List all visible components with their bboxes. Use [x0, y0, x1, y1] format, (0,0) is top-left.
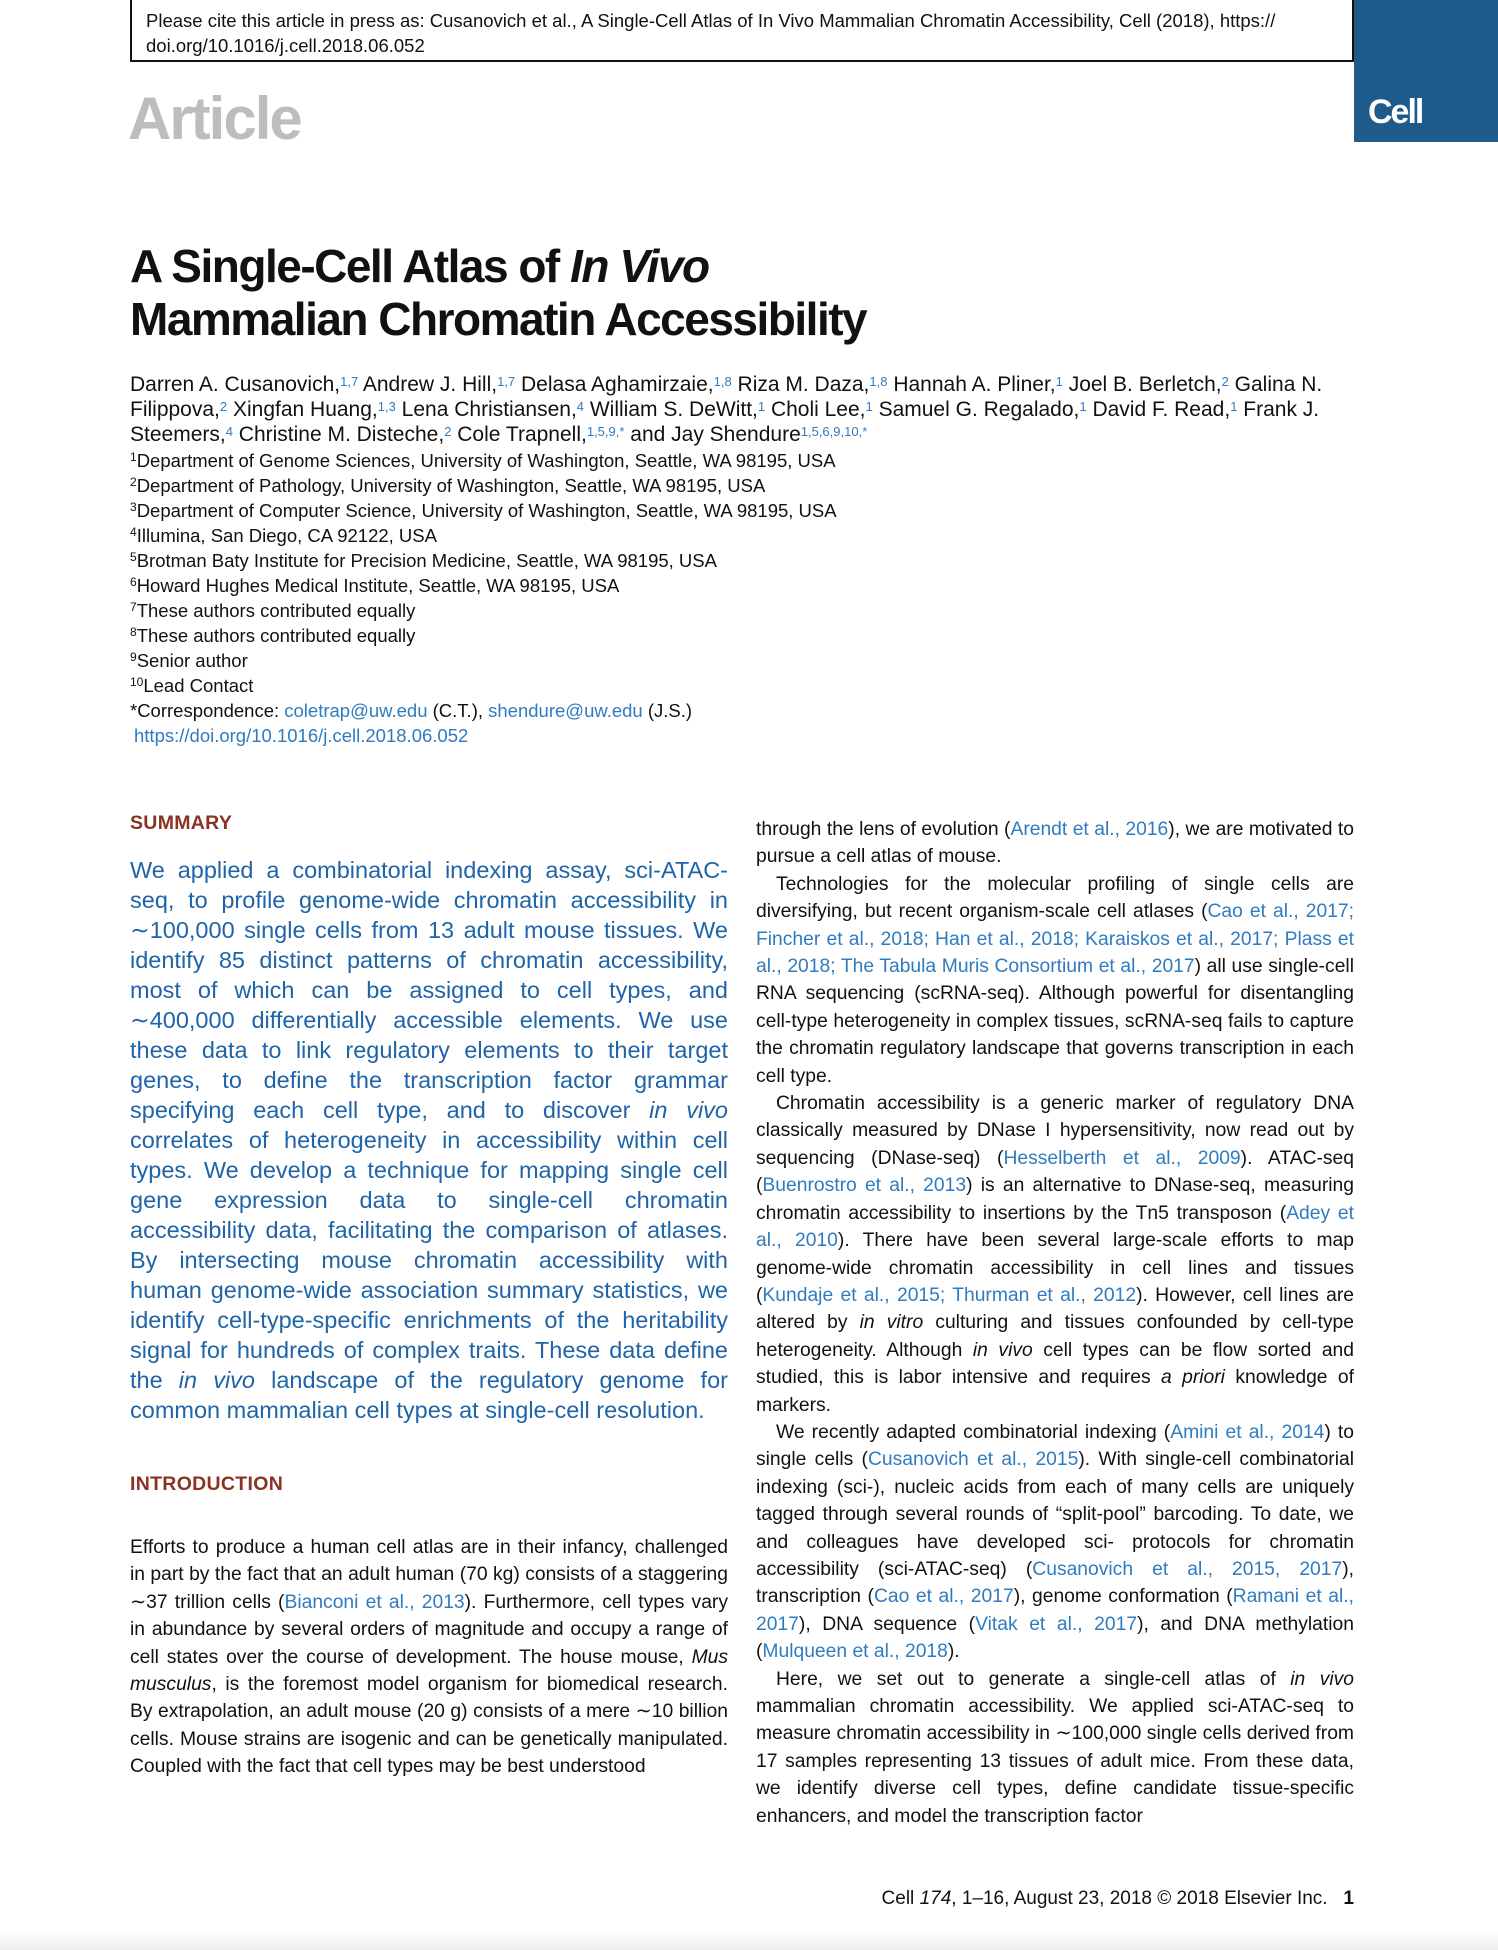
- affiliation-text: Department of Computer Science, University of Washington, Seattle, WA 98195, USA: [136, 500, 837, 521]
- affiliation-item: [130, 598, 1130, 623]
- email-link[interactable]: coletrap@uw.edu: [284, 700, 428, 721]
- affiliation-text: Senior author: [136, 650, 248, 671]
- paper-title: [130, 240, 1330, 346]
- affiliation-text: Department of Genome Sciences, University of Washington, Seattle, WA 98195, USA: [136, 450, 836, 471]
- affiliation-number: 4: [130, 525, 137, 539]
- footer-volume: 174: [919, 1888, 952, 1909]
- body-paragraph: through the lens of evolution (Arendt et al., 2016), we are motivated to pursue a cell atlas of mouse.: [756, 819, 1354, 868]
- author-name: Lena Christiansen,: [401, 398, 577, 421]
- affiliation-list: [130, 448, 1130, 748]
- author-name: Delasa Aghamirzaie,: [521, 373, 714, 396]
- citation-notice: [130, 0, 1354, 62]
- affiliation-item: [130, 548, 1130, 573]
- citation-link[interactable]: Arendt et al., 2016: [1010, 819, 1169, 840]
- citation-link[interactable]: Kundaje et al., 2015; Thurman et al., 2012: [762, 1284, 1137, 1306]
- citation-link[interactable]: Cao et al., 2017; Fincher et al., 2018; Han et al., 2018; Karaiskos et al., 2017; Plass et al., 2018; The Tabula Muris Consortium et al., 2017: [756, 901, 1354, 978]
- affiliation-number: 7: [130, 600, 137, 614]
- citation-doi: doi.org/10.1016/j.cell.2018.06.052: [146, 35, 425, 56]
- introduction-paragraph: Efforts to produce a human cell atlas are in their infancy, challenged in part by the fact that an adult human (70 kg) consists of a staggering ∼37 trillion cells (Bianconi et al., 2013). Furthermore, cell types vary in abundance by several orders of magnitude and occupy a range of cell states over the course of development. The house mouse, Mus musculus, is the foremost model organism for biomedical research. By extrapolation, an adult mouse (20 g) consists of a mere ∼10 billion cells. Mouse strains are isogenic and can be genetically manipulated. Coupled with the fact that cell types may be best understood: [130, 1537, 728, 1778]
- affiliation-text: Illumina, San Diego, CA 92122, USA: [136, 525, 437, 546]
- author-affiliation-marker[interactable]: 2: [444, 424, 452, 439]
- affiliation-item: [130, 573, 1130, 598]
- affiliation-item: [130, 648, 1130, 673]
- footer-details: , 1–16, August 23, 2018 © 2018 Elsevier Inc.: [951, 1888, 1328, 1909]
- citation-link[interactable]: Cusanovich et al., 2015: [867, 1449, 1079, 1471]
- author-affiliation-marker[interactable]: 1,5,6,9,10,*: [800, 424, 868, 439]
- affiliation-text: These authors contributed equally: [136, 600, 416, 621]
- citation-link[interactable]: Bianconi et al., 2013: [284, 1591, 465, 1613]
- author-affiliation-marker[interactable]: 2: [219, 399, 228, 414]
- affiliation-item: [130, 523, 1130, 548]
- citation-link[interactable]: Vitak et al., 2017: [975, 1613, 1138, 1635]
- citation-link[interactable]: Ramani et al., 2017: [756, 1586, 1354, 1635]
- author-name: Cole Trapnell,: [457, 423, 587, 446]
- affiliation-number: 1: [130, 450, 137, 464]
- author-affiliation-marker[interactable]: 1: [1079, 399, 1087, 414]
- author-affiliation-marker[interactable]: 1: [757, 399, 766, 414]
- citation-link[interactable]: Cusanovich et al., 2015, 2017: [1032, 1558, 1343, 1580]
- email-link[interactable]: shendure@uw.edu: [488, 700, 643, 721]
- author-affiliation-marker[interactable]: 1,5,9,*: [586, 424, 625, 439]
- correspondence-initials: (C.T.),: [427, 700, 489, 721]
- affiliation-text: Brotman Baty Institute for Precision Medicine, Seattle, WA 98195, USA: [136, 550, 717, 571]
- citation-link[interactable]: Hesselberth et al., 2009: [1003, 1147, 1241, 1169]
- title-italic: In Vivo: [570, 240, 709, 292]
- author-name: Galina N. Filippova,: [130, 373, 1323, 421]
- author-name: Samuel G. Regalado,: [878, 398, 1080, 421]
- author-affiliation-marker[interactable]: 4: [225, 424, 233, 439]
- author-name: David F. Read,: [1092, 398, 1231, 421]
- citation-link[interactable]: Cao et al., 2017: [873, 1586, 1014, 1608]
- summary-text: We applied a combinatorial indexing assay, sci-ATAC-seq, to profile genome-wide chromatin accessibility in ∼100,000 single cells from 13 adult mouse tissues. We identify 85 distinct patterns of chromatin accessibility, most of which can be assigned to cell types, and ∼400,000 differentially accessible elements. We use these data to link regulatory elements to their target genes, to define the transcription factor grammar specifying each cell type, and to discover in vivo correlates of heterogeneity in accessibility within cell types. We develop a technique for mapping single cell gene expression data to single-cell chromatin accessibility data, facilitating the comparison of atlases. By intersecting mouse chromatin accessibility with human genome-wide association summary statistics, we identify cell-type-specific enrichments of the heritability signal for hundreds of complex traits. These data define the in vivo landscape of the regulatory genome for common mammalian cell types at single-cell resolution.: [130, 857, 728, 1423]
- author-name: Xingfan Huang,: [232, 398, 378, 421]
- left-column: [130, 812, 728, 1781]
- affiliation-number: 6: [130, 575, 137, 589]
- author-affiliation-marker[interactable]: 1,8: [713, 374, 732, 389]
- author-affiliation-marker[interactable]: 1: [1230, 399, 1238, 414]
- citation-text: Please cite this article in press as: Cusanovich et al., A Single-Cell Atlas of In Vivo Mammalian Chromatin Accessibility, Cell (2018), https://: [146, 10, 1276, 31]
- affiliation-number: 3: [130, 500, 137, 514]
- affiliation-text: Department of Pathology, University of Washington, Seattle, WA 98195, USA: [136, 475, 766, 496]
- doi-link[interactable]: https://doi.org/10.1016/j.cell.2018.06.052: [134, 725, 469, 746]
- author-affiliation-marker[interactable]: 1: [865, 399, 873, 414]
- correspondence-label: *Correspondence:: [130, 700, 285, 721]
- body-paragraph: We recently adapted combinatorial indexing (Amini et al., 2014) to single cells (Cusanovich et al., 2015). With single-cell combinatorial indexing (sci-), nucleic acids from each of many cells are uniquely tagged through several rounds of “split-pool” barcoding. To date, we and colleagues have developed sci- protocols for chromatin accessibility (sci-ATAC-seq) (Cusanovich et al., 2015, 2017), transcription (Cao et al., 2017), genome conformation (Ramani et al., 2017), DNA sequence (Vitak et al., 2017), and DNA methylation (Mulqueen et al., 2018).: [756, 1421, 1355, 1663]
- author-name: William S. DeWitt,: [589, 398, 758, 421]
- correspondence-initials: (J.S.): [642, 700, 693, 721]
- affiliation-item: [130, 673, 1130, 698]
- author-name: Joel B. Berletch,: [1068, 373, 1222, 396]
- citation-link[interactable]: Buenrostro et al., 2013: [762, 1175, 967, 1197]
- author-affiliation-marker[interactable]: 1,7: [497, 374, 516, 389]
- page-number: 1: [1343, 1888, 1354, 1909]
- affiliation-number: 9: [130, 650, 137, 664]
- author-name: and Jay Shendure: [630, 423, 801, 446]
- page-footer: [860, 1888, 1354, 1910]
- introduction-heading: INTRODUCTION: [130, 1473, 284, 1495]
- author-affiliation-marker[interactable]: 1: [1055, 374, 1063, 389]
- affiliation-item: [130, 623, 1130, 648]
- journal-logo-text: Cell: [1368, 93, 1423, 131]
- body-paragraph: Here, we set out to generate a single-cell atlas of in vivo mammalian chromatin accessibility. We applied sci-ATAC-seq to measure chromatin accessibility in ∼100,000 single cells derived from 17 samples representing 13 tissues of adult mice. From these data, we identify diverse cell types, define candidate tissue-specific enhancers, and model the transcription factor: [756, 1668, 1354, 1827]
- title-part: A Single-Cell Atlas of: [130, 240, 571, 292]
- footer-journal: Cell: [881, 1888, 920, 1909]
- author-name: Andrew J. Hill,: [362, 373, 498, 396]
- author-affiliation-marker[interactable]: 4: [576, 399, 585, 414]
- author-name: Darren A. Cusanovich,: [130, 373, 341, 396]
- affiliation-item: [130, 498, 1130, 523]
- citation-link[interactable]: Mulqueen et al., 2018: [762, 1641, 948, 1663]
- author-list: [130, 372, 1360, 447]
- title-line-2: Mammalian Chromatin Accessibility: [130, 293, 867, 345]
- doi-row: [130, 723, 1130, 748]
- citation-link[interactable]: Adey et al., 2010: [756, 1202, 1354, 1252]
- author-name: Christine M. Disteche,: [238, 423, 445, 446]
- affiliation-text: Lead Contact: [143, 675, 254, 696]
- right-column: [756, 816, 1354, 1830]
- author-name: Choli Lee,: [770, 398, 866, 421]
- affiliation-number: 10: [130, 675, 144, 689]
- author-affiliation-marker[interactable]: 1,3: [377, 399, 396, 414]
- citation-link[interactable]: Amini et al., 2014: [1170, 1421, 1325, 1443]
- correspondence: [130, 698, 1130, 723]
- author-affiliation-marker[interactable]: 1,7: [340, 374, 359, 389]
- affiliation-text: Howard Hughes Medical Institute, Seattle, WA 98195, USA: [136, 575, 620, 596]
- journal-logo: [1354, 0, 1498, 142]
- affiliation-number: 8: [130, 625, 137, 639]
- author-name: Riza M. Daza,: [737, 373, 870, 396]
- body-paragraph: Chromatin accessibility is a generic marker of regulatory DNA classically measured by DNase I hypersensitivity, now read out by sequencing (DNase-seq) (Hesselberth et al., 2009). ATAC-seq (Buenrostro et al., 2013) is an alternative to DNase-seq, measuring chromatin accessibility to insertions by the Tn5 transposon (Adey et al., 2010). There have been several large-scale efforts to map genome-wide chromatin accessibility in cell lines and tissues (Kundaje et al., 2015; Thurman et al., 2012). However, cell lines are altered by in vitro culturing and tissues confounded by cell-type heterogeneity. Although in vivo cell types can be flow sorted and studied, this is labor intensive and requires a priori knowledge of markers.: [756, 1093, 1355, 1416]
- article-type-label: Article: [128, 85, 301, 152]
- author-affiliation-marker[interactable]: 1,8: [869, 374, 888, 389]
- affiliation-number: 2: [130, 475, 137, 489]
- page-edge: [0, 1932, 1498, 1950]
- affiliation-item: [130, 448, 1130, 473]
- summary-heading: SUMMARY: [130, 812, 233, 834]
- affiliation-text: These authors contributed equally: [136, 625, 416, 646]
- author-name: Hannah A. Pliner,: [893, 373, 1056, 396]
- body-paragraph: Technologies for the molecular profiling of single cells are diversifying, but recent organism-scale cell atlases (Cao et al., 2017; Fincher et al., 2018; Han et al., 2018; Karaiskos et al., 2017; Plass et al., 2018; The Tabula Muris Consortium et al., 2017) all use single-cell RNA sequencing (scRNA-seq). Although powerful for disentangling cell-type heterogeneity in complex tissues, scRNA-seq fails to capture the chromatin regulatory landscape that governs transcription in each cell type.: [756, 873, 1354, 1087]
- author-name: Frank J. Steemers,: [130, 398, 1320, 446]
- author-affiliation-marker[interactable]: 2: [1221, 374, 1229, 389]
- affiliation-item: [130, 473, 1130, 498]
- affiliation-number: 5: [130, 550, 137, 564]
